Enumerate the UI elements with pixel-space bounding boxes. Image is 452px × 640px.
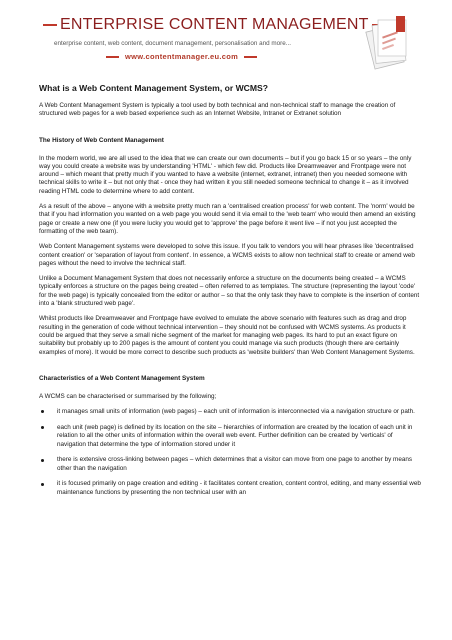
history-paragraph-5: Whilst products like Dreamweaver and Frontpage have evolved to emulate the above scenario with features such as drag and drop resulting in the generation of code without technical intervention – they should not be confused with WCMS systems. As products it could be argued that they serve a small niche segment of the market for managing web pages. Its hard to put an exact figure on suitability but probably up to 200 pages is the amount of content you could manage via such products (though there are certainly examples of more). It would be more correct to describe such products as 'website builders' than Web Content Management Systems. bbox=[39, 315, 415, 356]
characteristics-heading: Characteristics of a Web Content Management System bbox=[39, 374, 205, 382]
bullet-icon bbox=[41, 410, 44, 413]
spacer bbox=[39, 383, 421, 393]
brand-subtitle: enterprise content, web content, document management, personalisation and more... bbox=[54, 40, 291, 47]
history-paragraph-3: Web Content Management systems were developed to solve this issue. If you talk to vendors you will hear phrases like 'decentralised content creation' or 'separation of layout from content'. In essence, a WCMS exists to allow non technical staff to create or amend web pages without the need to involve the technical staff. bbox=[39, 243, 415, 267]
bullet-icon bbox=[41, 483, 44, 486]
spacer bbox=[39, 145, 421, 155]
list-item-text: there is extensive cross-linking between pages – which determines that a visitor can move from one page to another by means other than the navigation bbox=[57, 456, 413, 472]
list-item bbox=[39, 456, 421, 473]
brand-title-row bbox=[40, 16, 389, 34]
brand-url[interactable]: www.contentmanager.eu.com bbox=[125, 52, 239, 61]
page-header bbox=[0, 0, 452, 80]
url-left-dash bbox=[106, 56, 119, 58]
history-paragraph-2: As a result of the above – anyone with a website pretty much ran a 'centralised creation process' for web content. The 'norm' would be that if you had information you wanted on a web page you would send it via email to the 'web team' who would then amend an existing page or create a new one (if you were lucky you would get to 'approve' the page before it went live – if not you just accepted the formatting of the web team). bbox=[39, 203, 416, 235]
intro-paragraph: A Web Content Management System is typically a tool used by both technical and non-technical staff to manage the creation of structured web pages for a web based experience such as an Internet Website, Intranet or Extranet solution bbox=[39, 102, 396, 118]
spacer bbox=[39, 308, 421, 315]
list-item bbox=[39, 408, 421, 416]
bullet-icon bbox=[41, 426, 44, 429]
spacer bbox=[39, 119, 421, 137]
characteristics-list bbox=[39, 408, 421, 497]
list-item-text: it manages small units of information (web pages) – each unit of information is interconnected via a navigation structure or path. bbox=[57, 408, 415, 416]
history-paragraph-1: In the modern world, we are all used to the idea that we can create our own documents – but if you go back 15 or so years – the only way you could create a website was by understanding 'HTML' - which few did. Products like Dreamweaver and Frontpage were not around – which meant that pretty much if you wanted to have a website (internet, extranet, intranet) then you needed someone with technical skills to write it – but not only that - once they had written it you still needed someone technical to change it – as it involved reading HTML code to determine where to add content. bbox=[39, 154, 412, 195]
spacer bbox=[39, 357, 421, 375]
history-heading: The History of Web Content Management bbox=[39, 136, 164, 144]
bullet-icon bbox=[41, 459, 44, 462]
page-title: What is a Web Content Management System, or WCMS? bbox=[39, 83, 269, 93]
brand-url-row bbox=[100, 52, 263, 61]
list-item-text: each unit (web page) is defined by its location on the site – hierarchies of information are created by the location of each unit in relation to all the other units of information within the overall web event. Further definition can be created by 'verticals' of navigation that determine the type of information stored under it bbox=[57, 423, 413, 448]
spacer bbox=[39, 401, 421, 408]
spacer bbox=[39, 268, 421, 275]
history-paragraph-4: Unlike a Document Management System that does not necessarily enforce a structure on the documents being created – a WCMS typically enforces a structure on the pages being created – often referred to as templates. The structure (representing the layout 'code' for the web page) is typically concealed from the editor or author – so that the only task they have to complete is the insertion of content into a 'blank structured web page'. bbox=[39, 275, 420, 308]
url-right-dash bbox=[244, 56, 257, 58]
list-item bbox=[39, 424, 421, 449]
spacer bbox=[39, 196, 421, 203]
list-item bbox=[39, 480, 421, 497]
list-item-text: it is focused primarily on page creation and editing - it facilitates content creation, content control, editing, and many essential web maintenance functions by presenting the non technical user with an bbox=[57, 480, 421, 496]
title-left-dash bbox=[43, 24, 57, 26]
article-body bbox=[39, 83, 421, 505]
brand-title: ENTERPRISE CONTENT MANAGEMENT bbox=[60, 16, 369, 33]
spacer bbox=[39, 236, 421, 243]
characteristics-intro: A WCMS can be characterised or summarised by the following; bbox=[39, 392, 217, 400]
folder-stack-icon bbox=[360, 14, 416, 70]
